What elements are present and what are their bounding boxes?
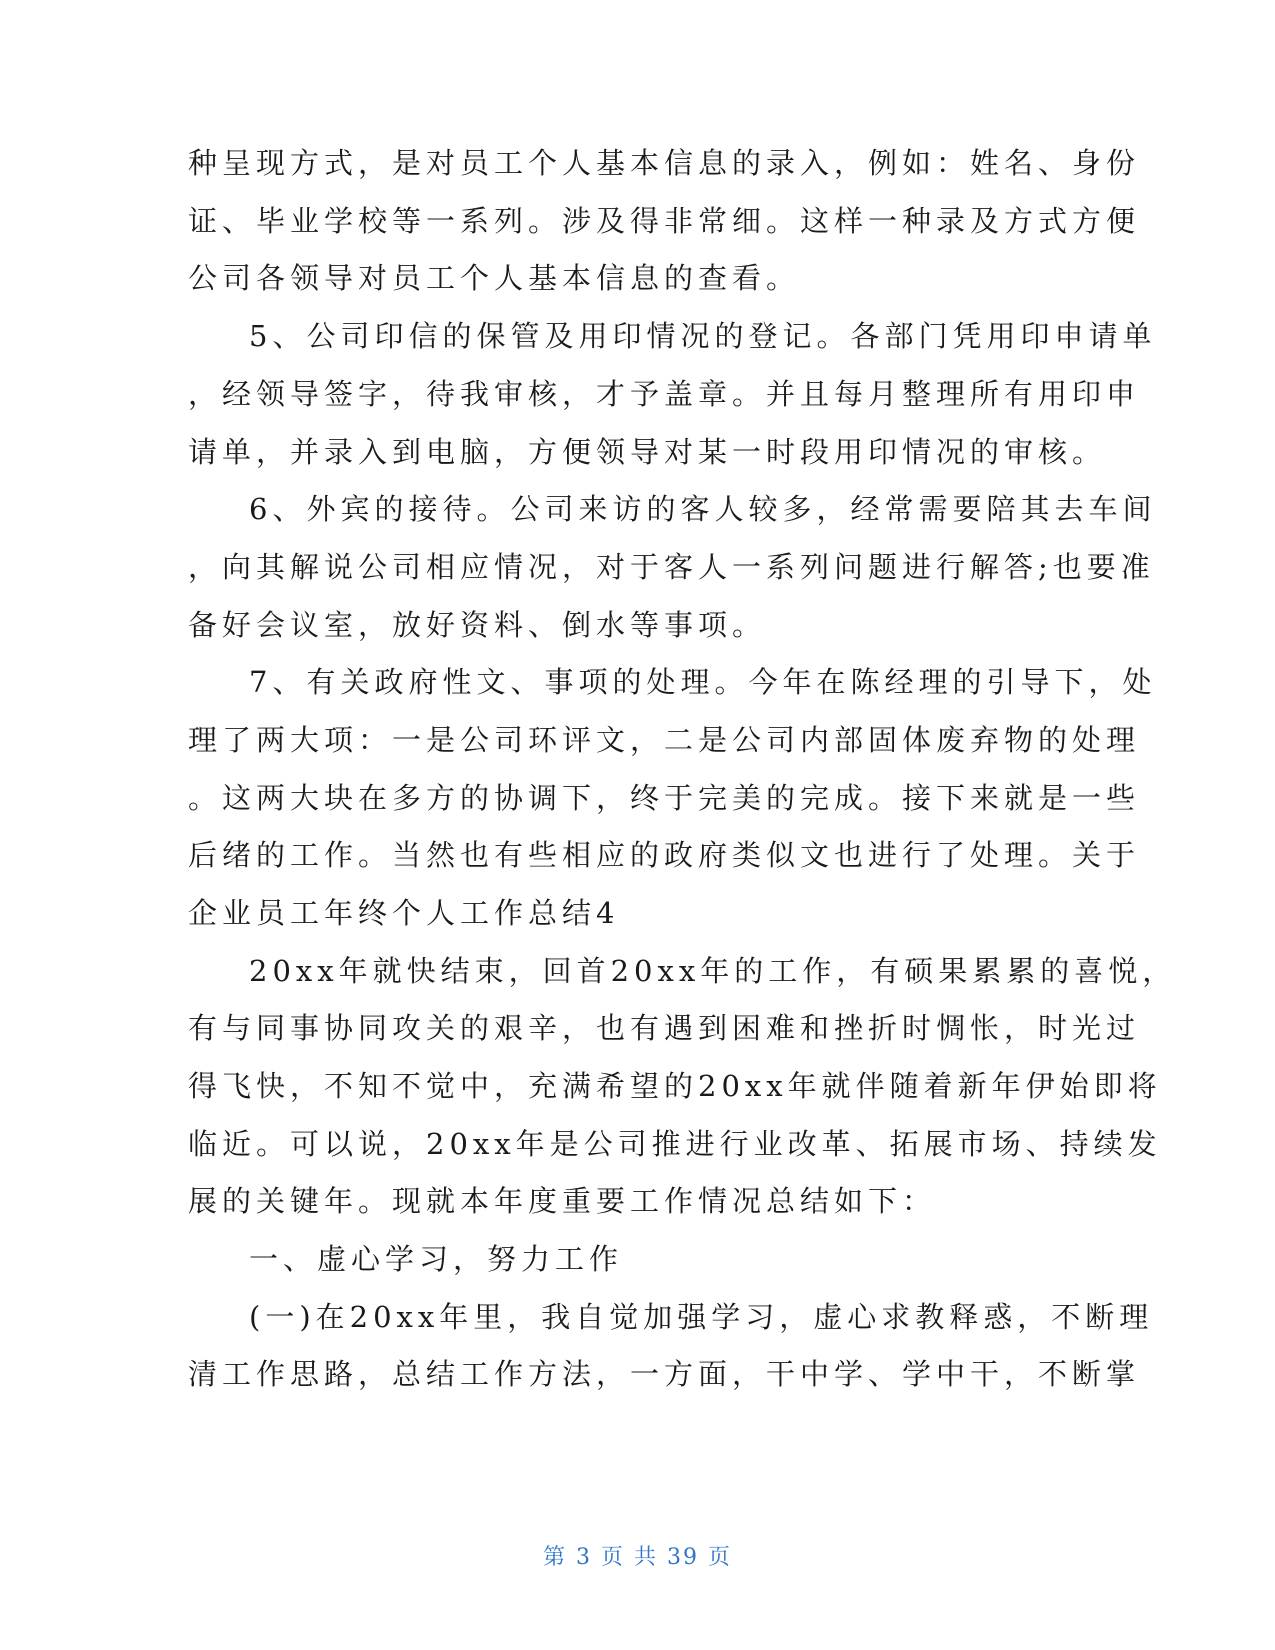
text-line: 后绪的工作。当然也有些相应的政府类似文也进行了处理。关于	[188, 838, 1141, 872]
text-line: 5、公司印信的保管及用印情况的登记。各部门凭用印申请单	[249, 319, 1157, 353]
text-line: 请单，并录入到电脑，方便领导对某一时段用印情况的审核。	[188, 435, 1107, 469]
text-line: 有与同事协同攻关的艰辛，也有遇到困难和挫折时惆怅，时光过	[188, 1011, 1141, 1045]
text-line: 7、有关政府性文、事项的处理。今年在陈经理的引导下，处	[249, 665, 1157, 699]
text-line: ，经领导签字，待我审核，才予盖章。并且每月整理所有用印申	[188, 377, 1141, 411]
text-line: 理了两大项：一是公司环评文，二是公司内部固体废弃物的处理	[188, 723, 1141, 757]
section-heading: 一、虚心学习，努力工作	[249, 1242, 624, 1276]
text-line: 。这两大块在多方的协调下，终于完美的完成。接下来就是一些	[188, 781, 1141, 815]
text-line: 6、外宾的接待。公司来访的客人较多，经常需要陪其去车间	[249, 492, 1157, 526]
text-line: 企业员工年终个人工作总结4	[188, 896, 620, 930]
text-line: 展的关键年。现就本年度重要工作情况总结如下：	[188, 1184, 937, 1218]
text-line: 备好会议室，放好资料、倒水等事项。	[188, 608, 767, 642]
text-line: 得飞快，不知不觉中，充满希望的20xx年就伴随着新年伊始即将	[188, 1069, 1162, 1103]
text-line: 公司各领导对员工个人基本信息的查看。	[188, 261, 801, 295]
text-line: ，向其解说公司相应情况，对于客人一系列问题进行解答;也要准	[188, 550, 1155, 584]
text-line: 临近。可以说，20xx年是公司推进行业改革、拓展市场、持续发	[188, 1127, 1162, 1161]
text-line: 20xx年就快结束，回首20xx年的工作，有硕果累累的喜悦，	[249, 954, 1177, 988]
text-line: 种呈现方式，是对员工个人基本信息的录入，例如：姓名、身份	[188, 146, 1141, 180]
page-number-footer: 第 3 页 共 39 页	[543, 1545, 732, 1570]
text-line: 清工作思路，总结工作方法，一方面，干中学、学中干，不断掌	[188, 1357, 1141, 1391]
text-line: 证、毕业学校等一系列。涉及得非常细。这样一种录及方式方便	[188, 204, 1141, 238]
text-line: (一)在20xx年里，我自觉加强学习，虚心求教释惑，不断理	[249, 1300, 1154, 1334]
